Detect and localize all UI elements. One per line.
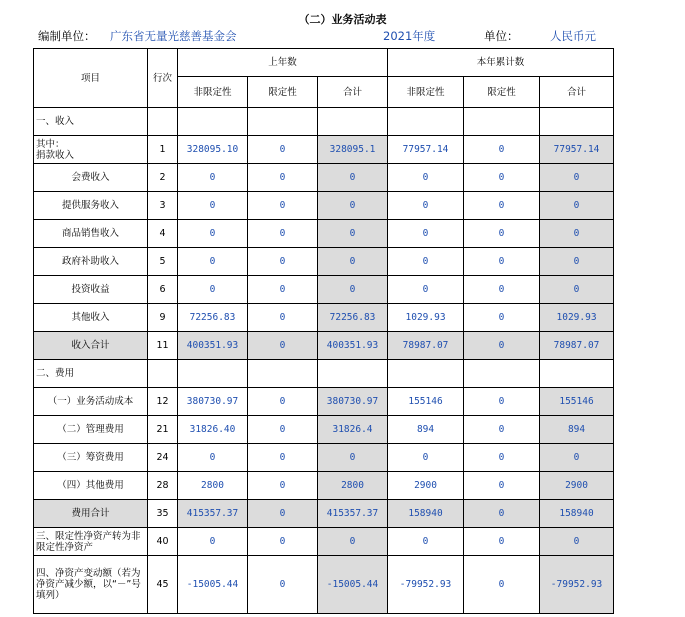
- empty-cell: [148, 360, 178, 388]
- value-cell: 415357.37: [318, 500, 388, 528]
- row-label: 投资收益: [34, 276, 148, 304]
- table-row: [34, 388, 614, 416]
- empty-cell: [540, 108, 614, 136]
- value-cell: 0: [388, 220, 464, 248]
- table-row: [34, 136, 614, 164]
- value-cell: 0: [248, 528, 318, 556]
- value-cell: 78987.07: [540, 332, 614, 360]
- compiler-value: 广东省无量光慈善基金会: [110, 29, 237, 43]
- value-cell: 0: [388, 528, 464, 556]
- value-cell: 1029.93: [388, 304, 464, 332]
- row-line-number: 21: [148, 416, 178, 444]
- row-label: （二）管理费用: [34, 416, 148, 444]
- value-cell: 0: [178, 164, 248, 192]
- empty-cell: [388, 108, 464, 136]
- value-cell: 0: [388, 192, 464, 220]
- row-line-number: 5: [148, 248, 178, 276]
- value-cell: 0: [318, 192, 388, 220]
- table-row: [34, 304, 614, 332]
- value-cell: 0: [464, 556, 540, 614]
- value-cell: 31826.40: [178, 416, 248, 444]
- value-cell: 72256.83: [178, 304, 248, 332]
- sub-header: 非限定性: [178, 77, 248, 108]
- table-row: [34, 444, 614, 472]
- value-cell: 0: [248, 416, 318, 444]
- value-cell: 0: [248, 444, 318, 472]
- value-cell: 0: [540, 528, 614, 556]
- value-cell: 2800: [178, 472, 248, 500]
- row-line-number: 11: [148, 332, 178, 360]
- value-cell: 0: [540, 164, 614, 192]
- sub-header: 限定性: [464, 77, 540, 108]
- row-line-number: 1: [148, 136, 178, 164]
- table-row: [34, 276, 614, 304]
- activity-table: [33, 48, 614, 614]
- value-cell: 78987.07: [388, 332, 464, 360]
- empty-cell: [318, 360, 388, 388]
- value-cell: 894: [540, 416, 614, 444]
- value-cell: 0: [318, 528, 388, 556]
- value-cell: 0: [248, 332, 318, 360]
- value-cell: 0: [464, 276, 540, 304]
- value-cell: 0: [248, 164, 318, 192]
- report-year: 2021年度: [383, 29, 436, 43]
- table-row: [34, 416, 614, 444]
- row-label: （四）其他费用: [34, 472, 148, 500]
- row-line-number: 3: [148, 192, 178, 220]
- value-cell: 0: [388, 444, 464, 472]
- row-label: 费用合计: [34, 500, 148, 528]
- value-cell: 0: [318, 248, 388, 276]
- table-row: [34, 528, 614, 556]
- value-cell: 0: [464, 304, 540, 332]
- value-cell: 0: [540, 276, 614, 304]
- report-title: （二）业务活动表: [298, 13, 387, 26]
- row-line-number: 2: [148, 164, 178, 192]
- empty-cell: [178, 108, 248, 136]
- value-cell: -15005.44: [318, 556, 388, 614]
- value-cell: 0: [388, 276, 464, 304]
- value-cell: 0: [248, 220, 318, 248]
- sub-header: 非限定性: [388, 77, 464, 108]
- value-cell: 894: [388, 416, 464, 444]
- value-cell: 0: [178, 444, 248, 472]
- value-cell: 0: [318, 276, 388, 304]
- value-cell: 77957.14: [540, 136, 614, 164]
- value-cell: 0: [178, 248, 248, 276]
- value-cell: 0: [540, 248, 614, 276]
- row-label: 其中： 捐款收入: [34, 136, 148, 164]
- value-cell: 0: [248, 276, 318, 304]
- row-line-number: 24: [148, 444, 178, 472]
- value-cell: 0: [248, 500, 318, 528]
- value-cell: 0: [318, 220, 388, 248]
- value-cell: 0: [388, 164, 464, 192]
- value-cell: 0: [248, 248, 318, 276]
- empty-cell: [464, 360, 540, 388]
- value-cell: 158940: [540, 500, 614, 528]
- value-cell: 0: [464, 388, 540, 416]
- value-cell: 0: [464, 164, 540, 192]
- group-current-year: 本年累计数: [388, 49, 614, 77]
- row-line-number: 12: [148, 388, 178, 416]
- empty-cell: [178, 360, 248, 388]
- currency-value: 人民币元: [550, 29, 596, 43]
- value-cell: 0: [178, 220, 248, 248]
- value-cell: 2900: [388, 472, 464, 500]
- value-cell: 0: [464, 136, 540, 164]
- table-row: [34, 164, 614, 192]
- row-line-number: 4: [148, 220, 178, 248]
- section-header: 一、收入: [34, 108, 148, 136]
- col-line-header: 行次: [148, 49, 178, 108]
- table-row: [34, 472, 614, 500]
- row-line-number: 45: [148, 556, 178, 614]
- value-cell: 0: [464, 192, 540, 220]
- value-cell: -15005.44: [178, 556, 248, 614]
- value-cell: 0: [178, 276, 248, 304]
- value-cell: 0: [464, 220, 540, 248]
- currency-label: 单位：: [484, 29, 519, 43]
- row-line-number: 40: [148, 528, 178, 556]
- table-row: [34, 556, 614, 614]
- table-row: [34, 500, 614, 528]
- empty-cell: [248, 360, 318, 388]
- value-cell: 0: [248, 556, 318, 614]
- row-label: 三、限定性净资产转为非限定性净资产: [34, 528, 148, 556]
- row-label: （三）筹资费用: [34, 444, 148, 472]
- value-cell: 0: [540, 220, 614, 248]
- empty-cell: [148, 108, 178, 136]
- empty-cell: [248, 108, 318, 136]
- value-cell: -79952.93: [540, 556, 614, 614]
- group-prev-year: 上年数: [178, 49, 388, 77]
- value-cell: 0: [318, 164, 388, 192]
- value-cell: 31826.4: [318, 416, 388, 444]
- value-cell: 0: [248, 388, 318, 416]
- value-cell: 0: [464, 444, 540, 472]
- value-cell: 72256.83: [318, 304, 388, 332]
- col-item-header: 项目: [34, 49, 148, 108]
- empty-cell: [540, 360, 614, 388]
- value-cell: -79952.93: [388, 556, 464, 614]
- row-line-number: 6: [148, 276, 178, 304]
- sub-header: 合计: [540, 77, 614, 108]
- value-cell: 380730.97: [178, 388, 248, 416]
- value-cell: 0: [464, 472, 540, 500]
- empty-cell: [464, 108, 540, 136]
- row-line-number: 9: [148, 304, 178, 332]
- value-cell: 0: [178, 528, 248, 556]
- value-cell: 328095.10: [178, 136, 248, 164]
- empty-cell: [388, 360, 464, 388]
- table-row: [34, 248, 614, 276]
- value-cell: 77957.14: [388, 136, 464, 164]
- value-cell: 400351.93: [318, 332, 388, 360]
- value-cell: 400351.93: [178, 332, 248, 360]
- row-line-number: 28: [148, 472, 178, 500]
- row-label: 商品销售收入: [34, 220, 148, 248]
- value-cell: 0: [248, 192, 318, 220]
- value-cell: 0: [540, 444, 614, 472]
- value-cell: 380730.97: [318, 388, 388, 416]
- compiler-label: 编制单位：: [38, 29, 96, 43]
- value-cell: 2800: [318, 472, 388, 500]
- value-cell: 0: [248, 472, 318, 500]
- sub-header: 合计: [318, 77, 388, 108]
- row-label: 四、净资产变动额（若为净资产减少额，以“－”号填列）: [34, 556, 148, 614]
- value-cell: 2900: [540, 472, 614, 500]
- value-cell: 0: [388, 248, 464, 276]
- empty-cell: [318, 108, 388, 136]
- value-cell: 0: [464, 416, 540, 444]
- value-cell: 0: [178, 192, 248, 220]
- value-cell: 415357.37: [178, 500, 248, 528]
- value-cell: 0: [318, 444, 388, 472]
- section-header: 二、费用: [34, 360, 148, 388]
- table-row: [34, 332, 614, 360]
- row-label: 提供服务收入: [34, 192, 148, 220]
- row-label: （一）业务活动成本: [34, 388, 148, 416]
- value-cell: 328095.1: [318, 136, 388, 164]
- value-cell: 0: [464, 528, 540, 556]
- table-row: [34, 192, 614, 220]
- value-cell: 155146: [388, 388, 464, 416]
- value-cell: 0: [248, 136, 318, 164]
- value-cell: 155146: [540, 388, 614, 416]
- sub-header: 限定性: [248, 77, 318, 108]
- value-cell: 0: [464, 332, 540, 360]
- value-cell: 0: [464, 248, 540, 276]
- row-label: 收入合计: [34, 332, 148, 360]
- row-label: 政府补助收入: [34, 248, 148, 276]
- row-label: 其他收入: [34, 304, 148, 332]
- table-row: [34, 220, 614, 248]
- row-line-number: 35: [148, 500, 178, 528]
- value-cell: 1029.93: [540, 304, 614, 332]
- row-label: 会费收入: [34, 164, 148, 192]
- value-cell: 0: [248, 304, 318, 332]
- value-cell: 158940: [388, 500, 464, 528]
- value-cell: 0: [464, 500, 540, 528]
- value-cell: 0: [540, 192, 614, 220]
